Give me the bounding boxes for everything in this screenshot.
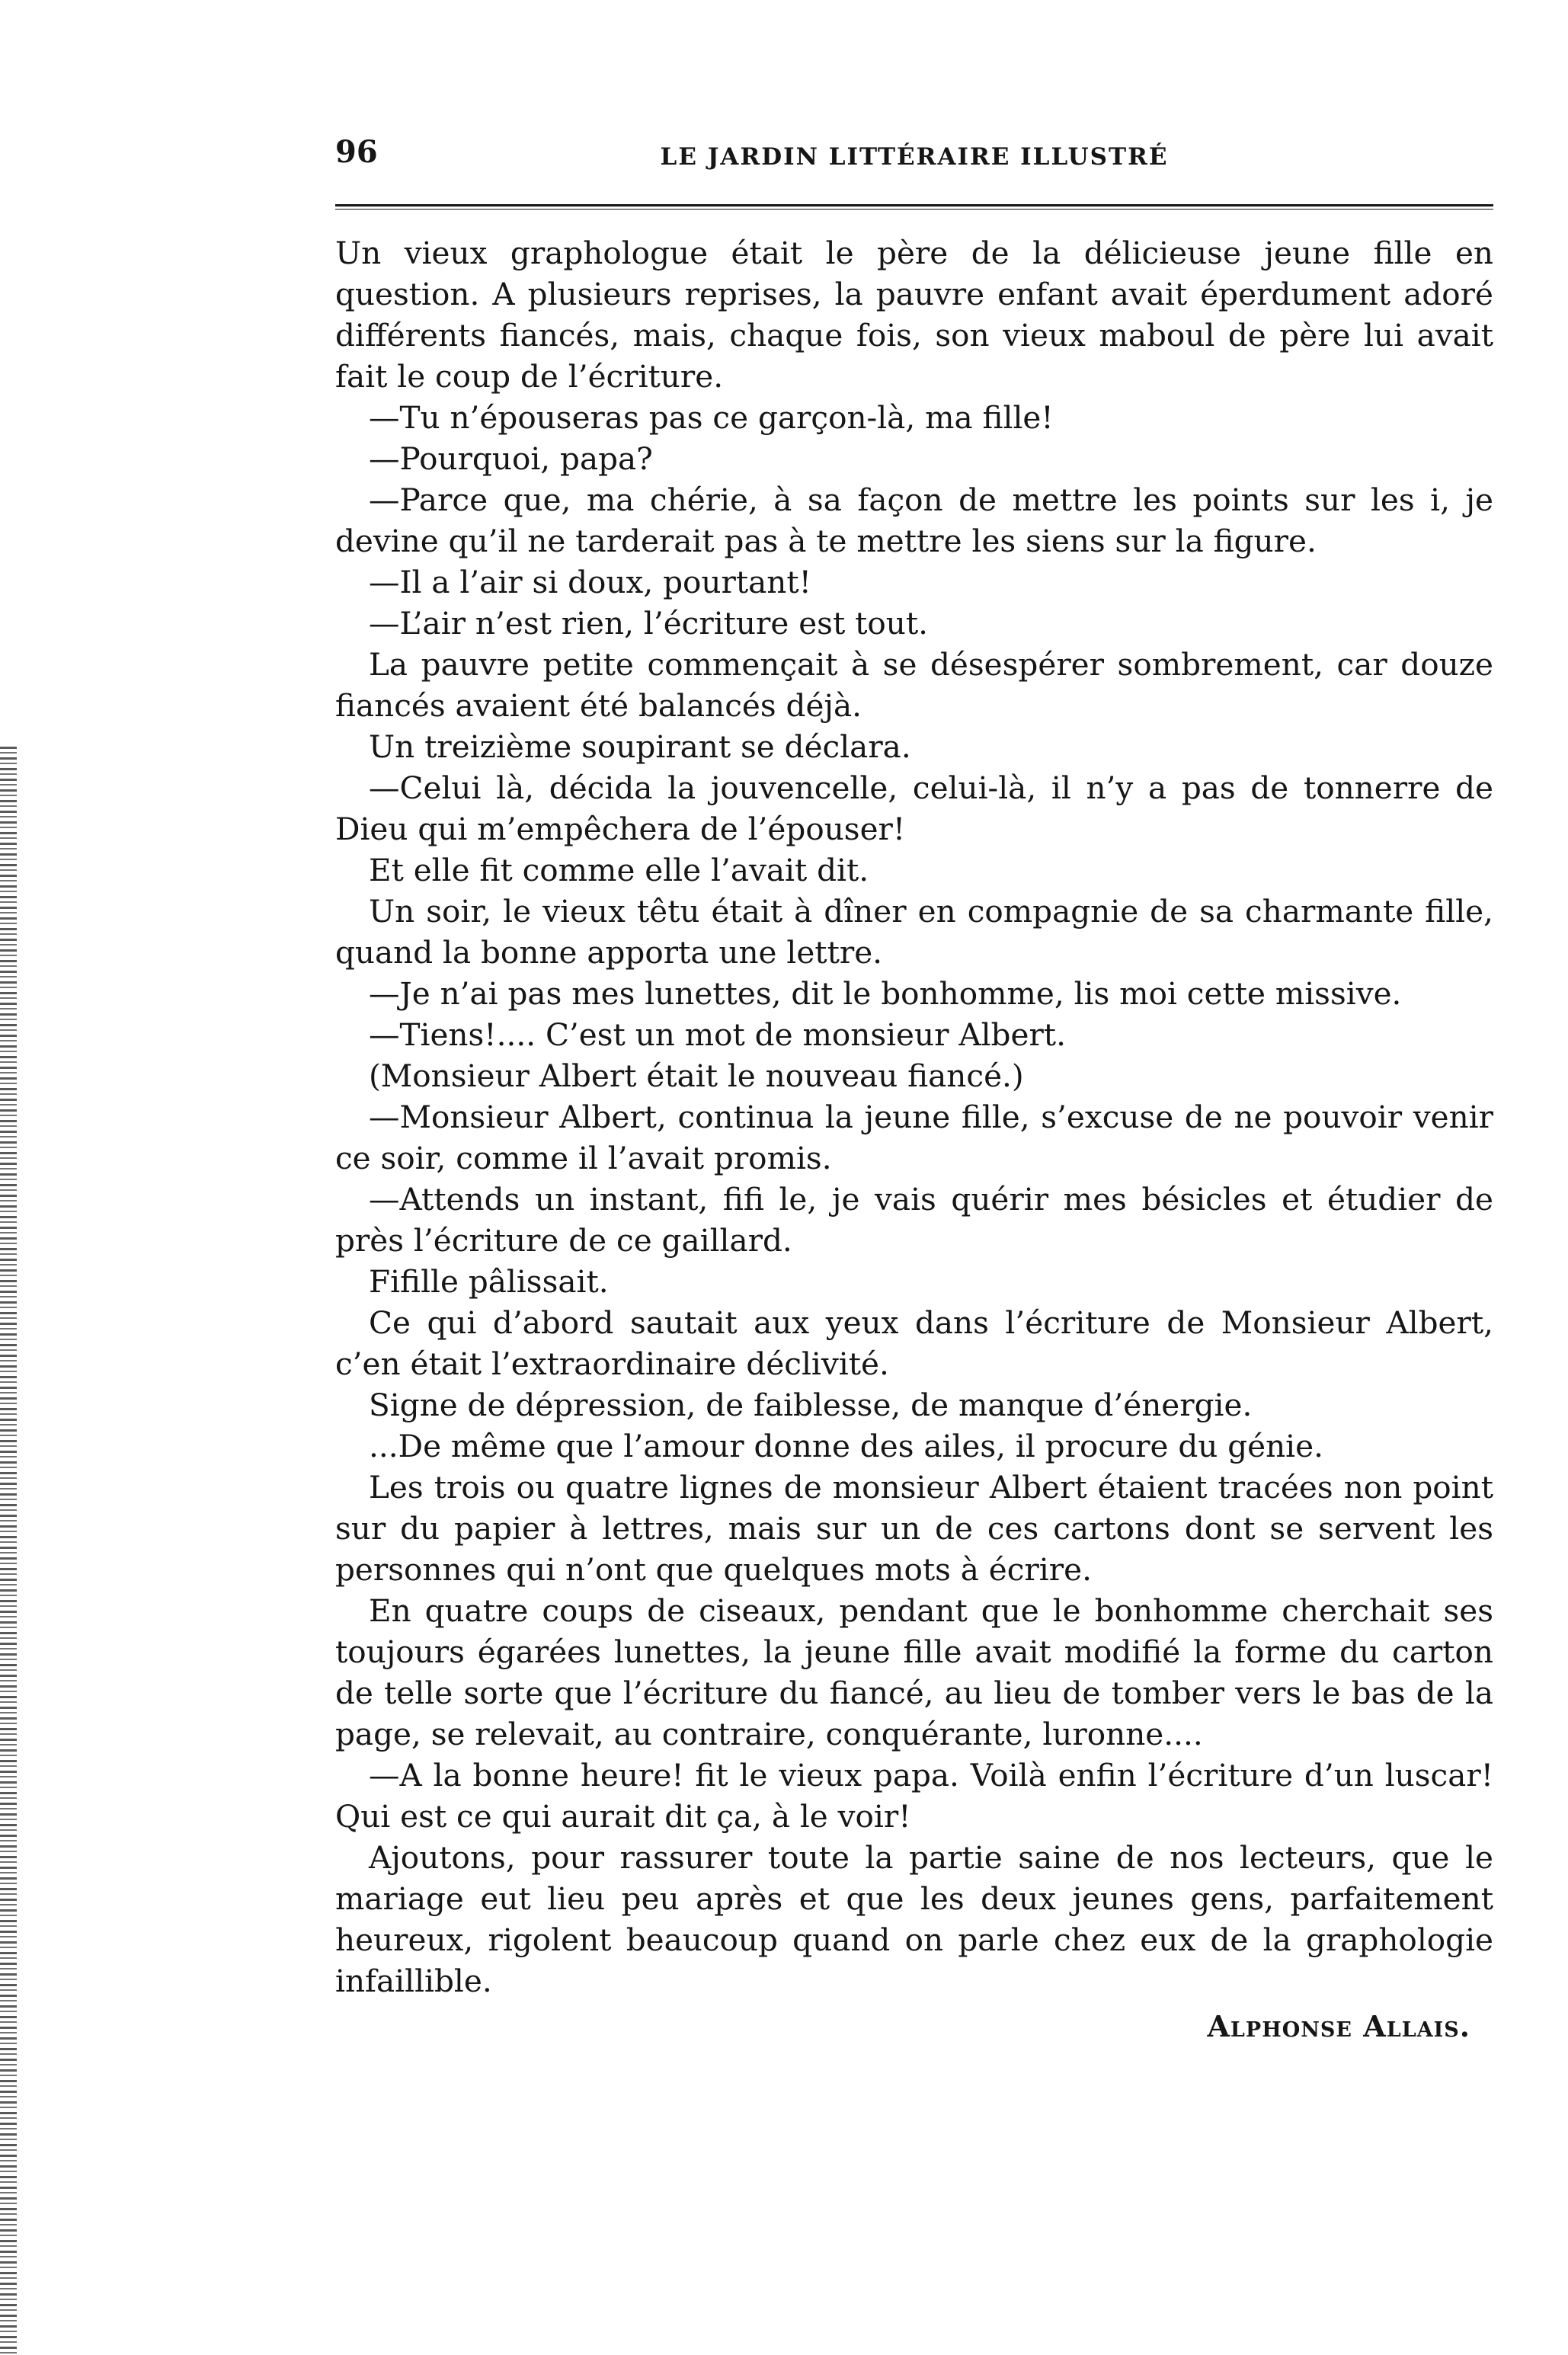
paragraph: —Tu n’épouseras pas ce garçon-là, ma fille! [369, 399, 1054, 436]
paragraph: Et elle fit comme elle l’avait dit. [369, 852, 869, 888]
paragraph: (Monsieur Albert était le nouveau fiancé.) [369, 1058, 1024, 1094]
paragraph: Un soir, le vieux têtu était à dîner en compagnie de sa charmante fille, quand la bonne apporta une lettre. [335, 893, 1493, 971]
paragraph: La pauvre petite commençait à se désespérer sombrement, car douze fiancés avaient été balancés déjà. [335, 646, 1493, 724]
paragraph: —Tiens!.... C’est un mot de monsieur Albert. [369, 1016, 1066, 1053]
page-header [335, 130, 1493, 183]
paragraph: Fifille pâlissait. [369, 1263, 609, 1300]
paragraph: —Il a l’air si doux, pourtant! [369, 564, 811, 600]
paragraph: —Monsieur Albert, continua la jeune fille, s’excuse de ne pouvoir venir ce soir, comme il l’avait promis. [335, 1099, 1493, 1176]
paragraph: —Je n’ai pas mes lunettes, dit le bonhomme, lis moi cette missive. [369, 975, 1402, 1012]
paragraph: Signe de dépression, de faiblesse, de manque d’énergie. [369, 1387, 1253, 1423]
paragraph: —Attends un instant, fifi le, je vais quérir mes bésicles et étudier de près l’écriture de ce gaillard. [335, 1181, 1493, 1259]
running-title: LE JARDIN LITTÉRAIRE ILLUSTRÉ [660, 143, 1169, 171]
paragraph: En quatre coups de ciseaux, pendant que le bonhomme cherchait ses toujours égarées lunettes, la jeune fille avait modifié la forme du carton de telle sorte que l’écriture du fiancé, au lieu de tomber vers le bas de la page, se relevait, au contraire, conquérante, luronne.... [335, 1592, 1493, 1752]
paragraph: Ajoutons, pour rassurer toute la partie saine de nos lecteurs, que le mariage eut lieu peu après et que les deux jeunes gens, parfaitement heureux, rigolent beaucoup quand on parle chez eux de la graphologie infaillible. [335, 1839, 1493, 1999]
paragraph: —Celui là, décida la jouvencelle, celui-là, il n’y a pas de tonnerre de Dieu qui m’empêchera de l’épouser! [335, 770, 1493, 847]
paragraph: ...De même que l’amour donne des ailes, il procure du génie. [369, 1428, 1323, 1464]
paragraph: —L’air n’est rien, l’écriture est tout. [369, 605, 929, 642]
paragraph: —A la bonne heure! fit le vieux papa. Voilà enfin l’écriture d’un luscar! Qui est ce qui aurait dit ça, à le voir! [335, 1757, 1493, 1835]
paragraph: —Pourquoi, papa? [369, 440, 653, 477]
header-rule [335, 204, 1493, 210]
book-page [335, 130, 1493, 2043]
scan-edge-artifact [0, 747, 17, 2355]
paragraph: Ce qui d’abord sautait aux yeux dans l’écriture de Monsieur Albert, c’en était l’extraordinaire déclivité. [335, 1304, 1493, 1382]
author-signature: Alphonse Allais. [1207, 2009, 1470, 2043]
paragraph: —Parce que, ma chérie, à sa façon de mettre les points sur les i, je devine qu’il ne tarderait pas à te mettre les siens sur la figure. [335, 482, 1493, 559]
paragraph: Un treizième soupirant se déclara. [369, 728, 911, 765]
paragraph: Les trois ou quatre lignes de monsieur Albert étaient tracées non point sur du papier à lettres, mais sur un de ces cartons dont se servent les personnes qui n’ont que quelques mots à écrire. [335, 1469, 1493, 1588]
paragraph: Un vieux graphologue était le père de la délicieuse jeune fille en question. A plusieurs reprises, la pauvre enfant avait éperdument adoré différents fiancés, mais, chaque fois, son vieux maboul de père lui avait fait le coup de l’écriture. [335, 235, 1493, 395]
story-text [335, 232, 1493, 2001]
page-number: 96 [335, 134, 378, 170]
